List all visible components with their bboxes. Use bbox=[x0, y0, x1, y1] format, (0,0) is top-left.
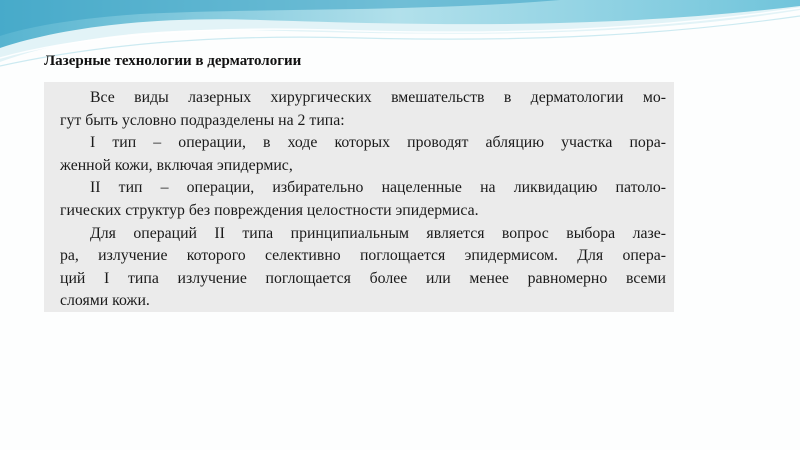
text-line: ра, излучение которого селективно поглощается эпидермисом. Для опера- bbox=[60, 247, 666, 265]
text-line: слоями кожи. bbox=[60, 292, 150, 310]
text-line: женной кожи, включая эпидермис, bbox=[60, 156, 293, 174]
text-line: I тип – операции, в ходе которых проводят абляцию участка пора- bbox=[90, 134, 666, 152]
text-box bbox=[44, 82, 674, 312]
text-line: II тип – операции, избирательно нацеленные на ликвидацию патоло- bbox=[90, 179, 666, 197]
text-line: ций I типа излучение поглощается более или менее равномерно всеми bbox=[60, 269, 666, 287]
text-line: гических структур без повреждения целостности эпидермиса. bbox=[60, 201, 479, 219]
text-line: Для операций II типа принципиальным является вопрос выбора лазе- bbox=[90, 224, 666, 242]
text-line: Все виды лазерных хирургических вмешательств в дерматологии мо- bbox=[90, 89, 666, 106]
slide-title: Лазерные технологии в дерматологии bbox=[44, 53, 302, 69]
text-line: гут быть условно подразделены на 2 типа: bbox=[60, 111, 345, 129]
